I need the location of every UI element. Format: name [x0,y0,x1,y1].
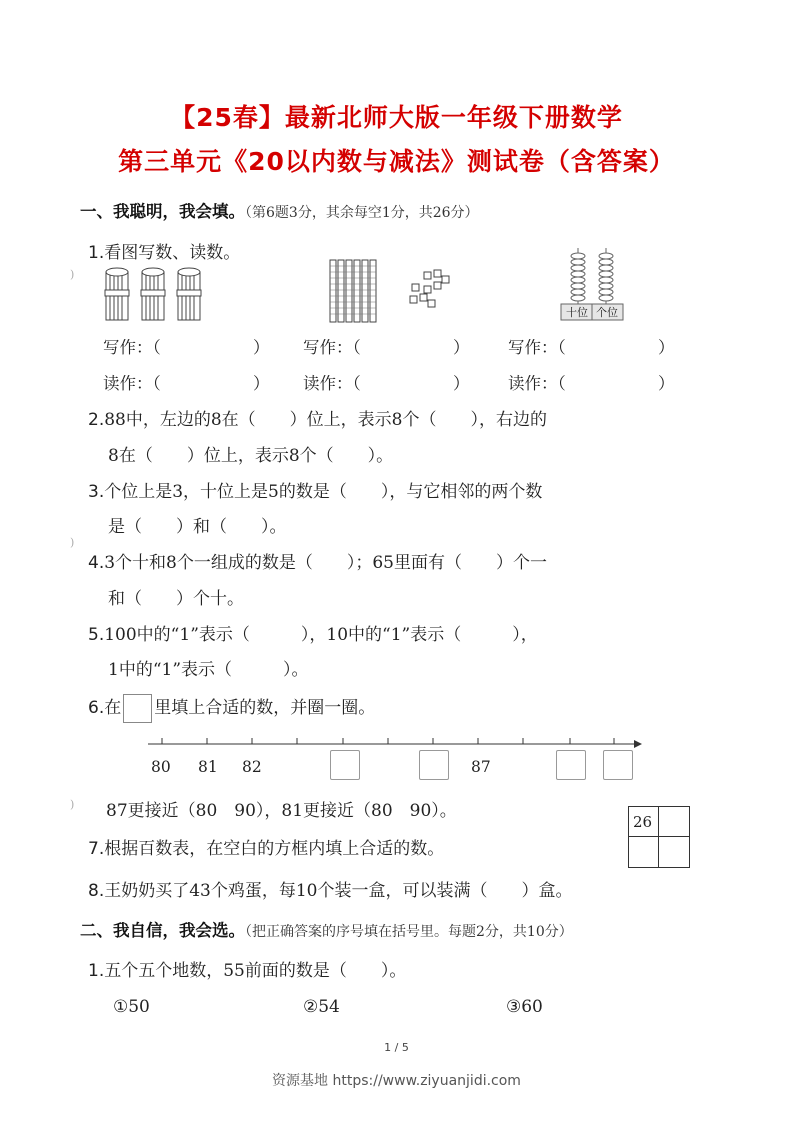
margin-mark: ) [70,268,75,281]
option-2[interactable]: ②54 [303,997,340,1017]
section-1-title: 一、我聪明，我会填。 [80,202,245,221]
tick-label-80: 80 [151,758,171,776]
answer-box-sample [123,694,152,723]
page-number: 1 / 5 [384,1041,409,1054]
question-6-pre: 在 [104,698,122,718]
write-close-2: ） [453,338,470,357]
question-6-post: 里填上合适的数，并圈一圈。 [154,698,376,718]
question-4-line-1 [88,548,547,573]
abacus-ones-label: 个位 [596,306,618,319]
section-2-question-1 [88,956,406,981]
question-5-line-1 [88,620,538,645]
read-close-3: ） [658,374,675,393]
number-line-answer-box[interactable] [556,750,586,780]
read-close-2: ） [453,374,470,393]
hundred-chart-cell-26: 26 [633,813,653,831]
question-2-number: 2. [88,410,105,430]
read-label-2: 读作：（ [303,374,361,393]
write-label-2: 写作：（ [303,338,361,357]
question-3-line-2: 是（ ）和（ ）。 [108,517,287,537]
margin-mark: ) [70,798,75,811]
write-label-3: 写作：（ [508,338,566,357]
section-2-title: 二、我自信，我会选。 [80,921,245,940]
grid-divider [658,807,659,867]
title-line-2: 第三单元《20以内数与减法》测试卷（含答案） [118,147,675,176]
bundles-of-sticks-picture [104,266,204,324]
number-line-answer-box[interactable] [603,750,633,780]
abacus-tens-label: 十位 [566,306,588,319]
read-close-1: ） [253,374,270,393]
question-3-text-1: 个位上是3，十位上是5的数是（ ），与它相邻的两个数 [104,482,543,502]
margin-mark: ) [70,536,75,549]
number-line-answer-box[interactable] [330,750,360,780]
write-label-1: 写作：（ [103,338,161,357]
question-4-line-2: 和（ ）个十。 [108,589,244,609]
section-2-question-1-number: 1. [88,961,105,981]
write-close-3: ） [658,338,675,357]
section-2-heading [80,917,573,941]
question-3-number: 3. [88,482,105,502]
question-4-number: 4. [88,553,105,573]
question-1 [88,238,240,263]
question-8-number: 8. [88,881,105,901]
question-1-text: 看图写数、读数。 [104,243,241,263]
question-6-compare: 87更接近（80 90），81更接近（80 90）。 [106,801,457,821]
hundred-chart-grid [628,806,690,868]
question-6-number: 6. [88,698,105,718]
section-1-note: （第6题3分，其余每空1分，共26分） [245,205,479,221]
question-7-text: 根据百数表，在空白的方框内填上合适的数。 [104,839,445,859]
question-7-number: 7. [88,839,105,859]
read-label-1: 读作：（ [103,374,161,393]
question-6 [88,693,375,723]
number-line-answer-box[interactable] [419,750,449,780]
question-2-line-1 [88,405,547,430]
question-8 [88,876,573,901]
tick-label-82: 82 [242,758,262,776]
question-3-line-1 [88,477,542,502]
question-5-number: 5. [88,625,105,645]
section-1-heading [80,198,479,222]
write-close-1: ） [253,338,270,357]
question-8-text: 王奶奶买了43个鸡蛋，每10个装一盒，可以装满（ ）盒。 [104,881,573,901]
tick-label-81: 81 [198,758,218,776]
question-5-line-2: 1中的“1”表示（ ）。 [108,660,309,680]
read-label-3: 读作：（ [508,374,566,393]
question-7 [88,834,444,859]
option-1[interactable]: ①50 [113,997,150,1017]
question-5-text-1: 100中的“1”表示（ ），10中的“1”表示（ ）， [104,625,538,645]
question-4-text-1: 3个十和8个一组成的数是（ ）；65里面有（ ）个一 [104,553,547,573]
footer-site: 资源基地 https://www.ziyuanjidi.com [272,1073,521,1089]
ten-rods-and-cubes-picture [328,258,458,326]
section-2-question-1-text: 五个五个地数，55前面的数是（ ）。 [104,961,407,981]
option-3[interactable]: ③60 [506,997,543,1017]
tick-label-87: 87 [471,758,491,776]
question-2-text-1: 88中，左边的8在（ ）位上，表示8个（ ），右边的 [104,410,547,430]
question-2-line-2: 8在（ ）位上，表示8个（ ）。 [108,446,394,466]
section-2-note: （把正确答案的序号填在括号里。每题2分，共10分） [245,924,573,940]
title-line-1: 【25春】最新北师大版一年级下册数学 [170,103,623,132]
grid-divider [629,836,689,837]
question-1-number: 1. [88,243,105,263]
